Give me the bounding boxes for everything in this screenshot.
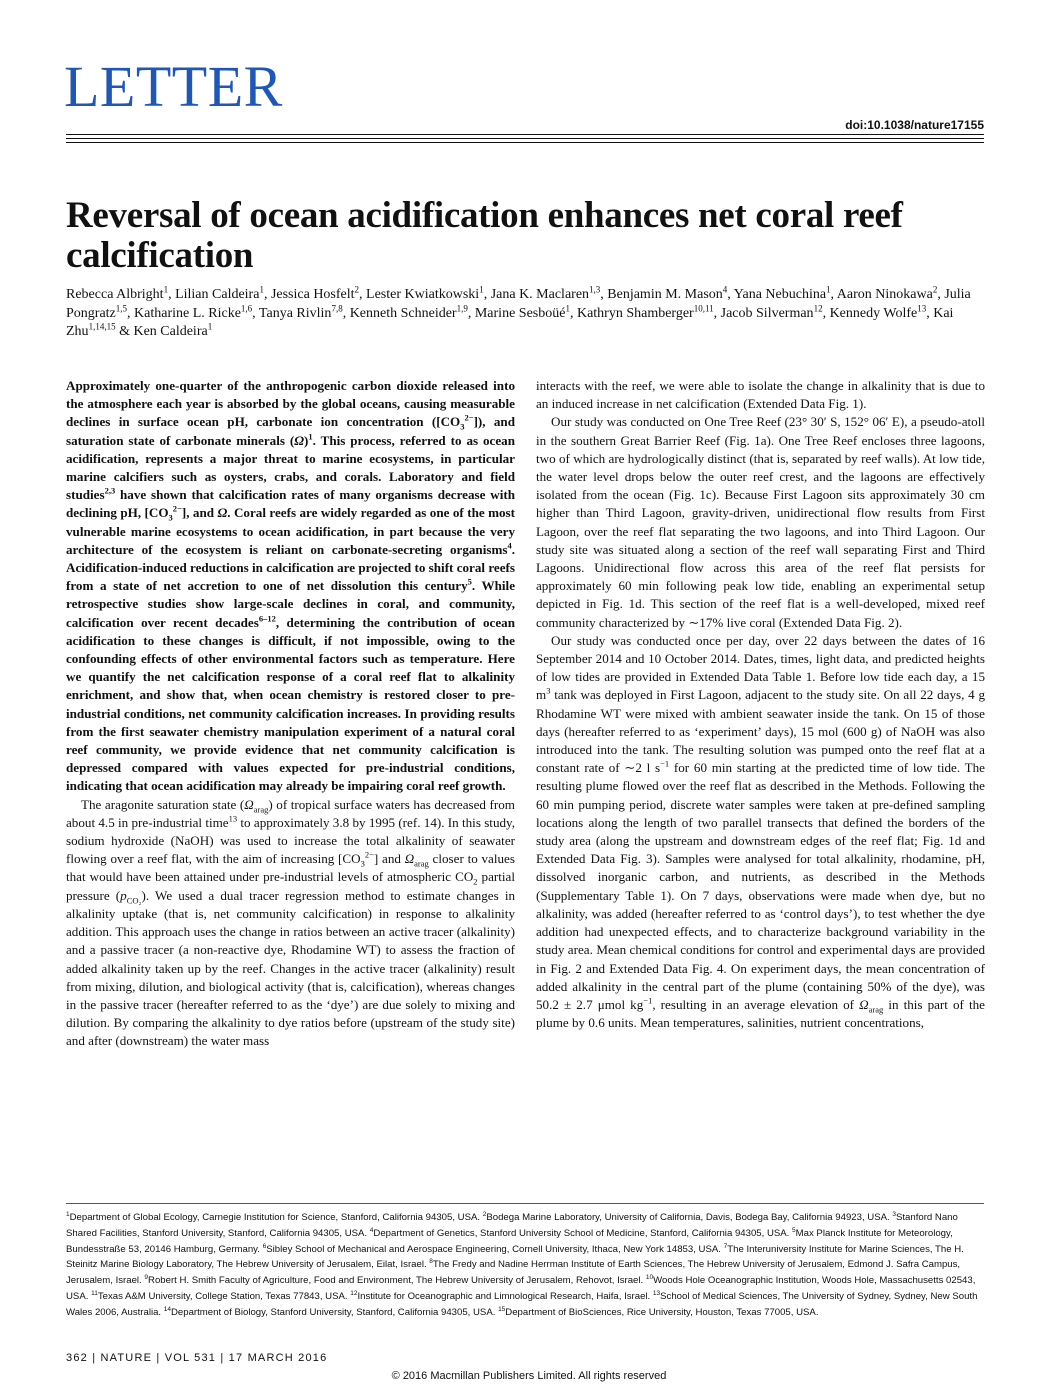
text-run: for 60 min starting at the predicted time of low tide. The resulting plume flowed over the reef flat as described in the Methods. Following the 60 min pumping period, discrete water samples were taken at pre-defined sampling locations along the length of two parallel transects that defined the borders of the study area (along the upstream and downstream edges of the reef flat; Fig. 1d and Extended Data Fig. 3). Samples were analysed for total alkalinity, rhodamine, pH, dissolved inorganic carbon, and nutrients, as described in the Methods (Supplementary Table 1). On 7 days, observations were made when dye, but no alkalinity, was added (hereafter referred to as ‘control days’), to test whether the dye addition had unexpected effects, and to characterize background variability in the study area. Mean chemical conditions for control and experimental days are provided in Fig. 2 and Extended Data Fig. 4. On experiment days, the mean concentration of added alkalinity in the central part of the plume (containing 50% of the dye), was 50.2 ± 2.7 μmol kg — [536, 760, 985, 1012]
header-rule — [66, 142, 984, 143]
footnote-number: 14 — [163, 1305, 171, 1313]
author-affiliation-marker: 1,3 — [589, 284, 601, 295]
footnote-number: 11 — [91, 1289, 98, 1297]
author-name: Rebecca Albright — [66, 287, 164, 302]
text-run: , determining the contribution of ocean acidification to these changes is difficult, if not impossible, owing to the confounding effects of other environmental factors such as temperature. Here we quantify the net calcification response of a coral reef flat to alkalinity enrichment, and show that, when ocean chemistry is restored closer to pre-industrial conditions, net community calcification increases. In providing results from the first seawater chemistry manipulation experiment of a natural coral reef community, we provide evidence that net community calcification is depressed compared with values expected for pre-industrial conditions, indicating that ocean acidification may already be impairing coral reef growth. — [66, 614, 515, 794]
subscript: arag — [414, 858, 429, 869]
superscript: 3 — [546, 686, 551, 697]
text-run: ). We used a dual tracer regression method to estimate changes in alkalinity uptake (that is, net community calcification) in response to alkalinity addition. This approach uses the change in ratios between an active tracer (alkalinity) and a passive tracer (a non-reactive dye, Rhodamine WT) to assess the fraction of added alkalinity taken up by the reef. Changes in the active tracer (alkalinity) result from mixing, dilution, and biological activity (that is, calcification), whereas changes in the passive tracer (hereafter referred to as the ‘dye’) are due solely to mixing and dilution. By comparing the alkalinity to dye ratios before (upstream of the study site) and after (downstream) the water mass — [66, 887, 515, 1049]
footnote-number: 4 — [369, 1226, 374, 1234]
affiliations-footnotes — [66, 1210, 984, 1321]
footnote-number: 2 — [482, 1210, 487, 1218]
footnote-number: 15 — [498, 1305, 506, 1313]
author-affiliation-marker: 10,11 — [693, 302, 714, 313]
article-title: Reversal of ocean acidification enhances net coral reef calcification — [66, 195, 903, 276]
author-affiliation-marker: 4 — [722, 284, 728, 295]
footnote-number: 6 — [262, 1242, 267, 1250]
text-run: ) — [304, 432, 309, 448]
footnote-divider — [66, 1203, 984, 1204]
author-name: Kathryn Shamberger — [576, 305, 694, 321]
text-run: ] and — [373, 851, 405, 867]
text-run: partial pressure ( — [66, 869, 515, 903]
affiliation-text: Institute for Oceanographic and Limnological Research, Haifa, Israel. — [357, 1290, 653, 1302]
footnote-number: 10 — [645, 1274, 654, 1281]
author-affiliation-marker: 1,9 — [456, 302, 468, 313]
author-affiliation-marker: 1 — [163, 284, 169, 295]
affiliation-text: Bodega Marine Laboratory, University of California, Davis, Bodega Bay, California 94923, USA. — [486, 1212, 893, 1223]
author-name: Benjamin M. Mason — [607, 287, 723, 302]
author-affiliation-marker: 12 — [813, 302, 823, 313]
footnote-number: 7 — [723, 1242, 728, 1250]
author-name: Kai Zhu — [66, 305, 954, 339]
affiliation-text: School of Medical Sciences, The University of Sydney, Sydney, New South Wales 2006, Australia. — [66, 1290, 978, 1318]
text-run: . Acidification-induced reductions in calcification are projected to shift coral reefs from a state of net accretion to one of net dissolution this century — [66, 541, 515, 594]
superscript: 2− — [364, 849, 374, 860]
author-affiliation-marker: 1 — [479, 284, 484, 295]
author-name: Katharine L. Ricke — [134, 305, 241, 321]
text-run: . Coral reefs are widely regarded as one of the most vulnerable marine ecosystems to ocean acidification, in part because the very architecture of the ecosystem is reliant on carbonate-secreting organisms — [66, 505, 515, 557]
affiliation-text: Sibley School of Mechanical and Aerospace Engineering, Cornell University, Ithaca, New York 14853, USA. — [266, 1243, 724, 1255]
subscript: 3 — [460, 422, 465, 433]
text-run: Approximately one-quarter of the anthropogenic carbon dioxide released into the atmosphere each year is absorbed by the global oceans, causing measurable declines in surface ocean pH, carbonate ion concentration ([CO — [66, 378, 515, 430]
superscript: 5 — [467, 576, 472, 587]
doi-link[interactable]: doi:10.1038/nature17155 — [845, 118, 984, 132]
subscript: arag — [868, 1004, 884, 1015]
author-name: Lilian Caldeira — [175, 287, 260, 302]
superscript: 13 — [228, 813, 238, 824]
text-run: ) of tropical surface waters has decreased from about 4.5 in pre-industrial time — [66, 796, 515, 830]
italic-symbol: Ω — [294, 432, 305, 448]
affiliation-text: Max Planck Institute for Meteorology, Bundesstraße 53, 20146 Hamburg, Germany. — [66, 1227, 953, 1255]
author-affiliation-marker: 1 — [207, 321, 213, 332]
affiliation-text: The Interuniversity Institute for Marine Sciences, The H. Steinitz Marine Biology Laboratory, The Hebrew University of Jerusalem, Eilat, Israel. — [66, 1243, 964, 1271]
subscript: arag — [253, 804, 269, 815]
author-name: Aaron Ninokawa — [836, 287, 933, 302]
footnote-number: 12 — [350, 1289, 358, 1297]
text-run: ], and — [181, 505, 218, 521]
section-label: LETTER — [64, 54, 283, 119]
italic-symbol: p — [120, 887, 127, 903]
affiliation-text: Department of BioSciences, Rice University, Houston, Texas 77005, USA. — [505, 1306, 819, 1318]
affiliation-text: Department of Biology, Stanford University, Stanford, California 94305, USA. — [171, 1306, 499, 1318]
author-name: Ken Caldeira — [133, 324, 208, 339]
affiliation-text: Robert H. Smith Faculty of Agriculture, Food and Environment, The Hebrew University of Jerusalem, Rehovot, Israel. — [148, 1275, 646, 1287]
author-name: Jacob Silverman — [720, 305, 814, 321]
italic-symbol: Ω — [404, 851, 415, 867]
text-run: , resulting in an average elevation of — [652, 996, 860, 1012]
italic-symbol: Ω — [217, 505, 228, 521]
affiliation-text: The Fredy and Nadine Herrman Institute of Earth Sciences, The Hebrew University of Jerusalem, Edmond J. Safra Campus, Jerusalem, Israel. — [66, 1259, 961, 1287]
text-run: to approximately 3.8 by 1995 (ref. 14). In this study, sodium hydroxide (NaOH) was used to increase the total alkalinity of seawater flowing over a reef flat, with the aim of increasing [CO — [66, 814, 516, 867]
author-name: Lester Kwiatkowski — [366, 287, 480, 302]
author-name: Marine Sesboüé — [474, 305, 566, 321]
text-run: ]), and saturation state of carbonate minerals ( — [66, 414, 515, 448]
author-name: Kennedy Wolfe — [829, 305, 918, 321]
footnote-number: 13 — [652, 1289, 661, 1297]
author-name: Jana K. Maclaren — [490, 287, 590, 302]
header-rule — [66, 138, 984, 139]
superscript: 2− — [172, 504, 182, 515]
author-affiliation-marker: 2 — [354, 284, 360, 295]
abstract-paragraph — [66, 377, 515, 796]
superscript: −1 — [643, 995, 653, 1006]
affiliation-text: Woods Hole Oceanographic Institution, Woods Hole, Massachusetts 02543, USA. — [66, 1275, 976, 1302]
superscript: 4 — [507, 540, 512, 551]
author-name: Kenneth Schneider — [349, 305, 457, 321]
body-column-left — [66, 377, 515, 1051]
header-rule — [66, 134, 984, 135]
body-paragraph — [536, 377, 985, 413]
body-paragraph — [536, 632, 985, 1032]
affiliation-text: Department of Genetics, Stanford University School of Medicine, Stanford, California 94305, USA. — [373, 1227, 793, 1239]
text-run: . While retrospective studies show large-scale declines in coral, and community, calcification over recent decades — [66, 578, 516, 630]
footnote-number: 8 — [429, 1258, 433, 1266]
body-column-right — [536, 377, 985, 1032]
body-paragraph — [536, 413, 985, 631]
author-list: Rebecca Albright$^1$, Lilian Caldeira$^1$, Jessica Hosfelt$^2$, Lester Kwiatkowski$^1$, Jana K. Maclaren$^{1,3}$, Benjamin M. Mason$^4$, Yana Nebuchina$^1$, Aaron Ninokawa$^2$, Julia Pongratz$^{1,5}$, Katharine L. Ricke$^{1,6}$, Tanya Rivlin$^{7,8}$, Kenneth Schneider$^{1,9}$, Marine Sesboüé$^1$, Kathryn Shamberger$^{10,11}$, Jacob Silverman$^{12}$, Kennedy Wolfe$^{13}$, Kai Zhu$^{1,14,15}$ & Ken Caldeira$^1$ — [66, 284, 971, 339]
text-run: Our study was conducted once per day, over 22 days between the dates of 16 September 2014 and 10 October 2014. Dates, times, light data, and predicted heights of low tides are provided in Extended Data Table 1. Before low tide each day, a 15 m — [536, 632, 985, 703]
text-run: in this part of the plume by 0.6 units. Mean temperatures, salinities, nutrient concentrations, — [536, 996, 985, 1031]
author-name: Tanya Rivlin — [258, 305, 332, 321]
text-run: closer to values that would have been attained under pre-industrial levels of atmospheric CO — [66, 851, 515, 885]
journal-citation: 362 | NATURE | VOL 531 | 17 MARCH 2016 — [66, 1352, 328, 1364]
text-run: Our study was conducted on One Tree Reef (23° 30′ S, 152° 06′ E), a pseudo-atoll in the southern Great Barrier Reef (Fig. 1a). One Tree Reef encloses three lagoons, two of which are hydrologically distinct (that is, separated by reef walls). At low tide, the water level drops below the outer reef crest, and the lagoons are effectively isolated from the ocean (Fig. 1c). Because First Lagoon sits approximately 30 cm higher than Third Lagoon, gravity-driven, unidirectional flow results from First Lagoon, over the reef flat separating the two lagoons, and into Third Lagoon. Our study site was situated along a section of the reef wall separating First and Third Lagoons. Unidirectional flow across this area of the reef flat persists for approximately 60 min following peak low tide, enabling an experimental setup depicted in Fig. 1d. This section of the reef flat is a well-developed, mixed reef community characterized by ∼17% live coral (Extended Data Fig. 2). — [536, 414, 985, 630]
footnote-number: 9 — [144, 1274, 149, 1281]
author-affiliation-marker: 1 — [259, 284, 264, 295]
author-affiliation-marker: 2 — [932, 284, 938, 295]
author-affiliation-marker: 1 — [826, 284, 831, 295]
superscript: −1 — [660, 758, 670, 769]
text-run: tank was deployed in First Lagoon, adjacent to the study site. On all 22 days, 4 g Rhodamine WT were mixed with ambient seawater inside the tank. On 15 of those days (hereafter referred to as ‘experiment’ days), 15 mol (600 g) of NaOH was also introduced into the tank. The resulting solution was pumped onto the reef flat at a constant rate of ∼2 l s — [536, 687, 985, 776]
affiliation-text: Stanford Nano Shared Facilities, Stanford University, Stanford, California 94305, USA. — [66, 1212, 958, 1239]
text-run: interacts with the reef, we were able to isolate the change in alkalinity that is due to an induced increase in net calcification (Extended Data Fig. 1). — [536, 378, 985, 412]
body-paragraph — [66, 796, 515, 1051]
superscript: 2− — [464, 413, 474, 424]
author-affiliation-marker: 7,8 — [331, 302, 343, 313]
author-name: Yana Nebuchina — [733, 287, 827, 302]
author-affiliation-marker: 1,14,15 — [88, 321, 116, 332]
superscript: 1 — [308, 431, 313, 442]
author-name: Jessica Hosfelt — [270, 287, 355, 302]
subscript: 3 — [360, 858, 365, 869]
author-affiliation-marker: 1,5 — [115, 302, 128, 313]
superscript: 6–12 — [258, 613, 276, 624]
text-run: have shown that calcification rates of many organisms decrease with declining pH, [CO — [66, 487, 515, 521]
footnote-number: 5 — [792, 1226, 796, 1234]
subscript: 3 — [168, 513, 173, 524]
copyright-notice: © 2016 Macmillan Publishers Limited. All rights reserved — [391, 1370, 667, 1382]
text-run: . This process, referred to as ocean acidification, represents a major threat to marine ecosystems, in particular marine calcifiers such as oysters, crabs, and corals. Laboratory and field studies — [66, 432, 515, 503]
italic-symbol: Ω — [244, 796, 254, 812]
superscript: 2,3 — [104, 485, 116, 496]
subscript: 2 — [473, 877, 478, 888]
author-affiliation-marker: 13 — [917, 302, 927, 313]
affiliation-text: Department of Global Ecology, Carnegie Institution for Science, Stanford, California 94305, USA. — [69, 1212, 483, 1223]
affiliation-text: Texas A&M University, College Station, Texas 77843, USA. — [97, 1290, 351, 1302]
footnote-number: 3 — [892, 1210, 896, 1218]
author-name: Julia Pongratz — [66, 287, 971, 321]
subscript: CO₂ — [126, 895, 142, 906]
author-affiliation-marker: 1,6 — [240, 302, 253, 313]
text-run: The aragonite saturation state ( — [81, 796, 245, 812]
author-affiliation-marker: 1 — [565, 302, 570, 313]
italic-symbol: Ω — [859, 996, 869, 1012]
footnote-number: 1 — [66, 1210, 70, 1218]
